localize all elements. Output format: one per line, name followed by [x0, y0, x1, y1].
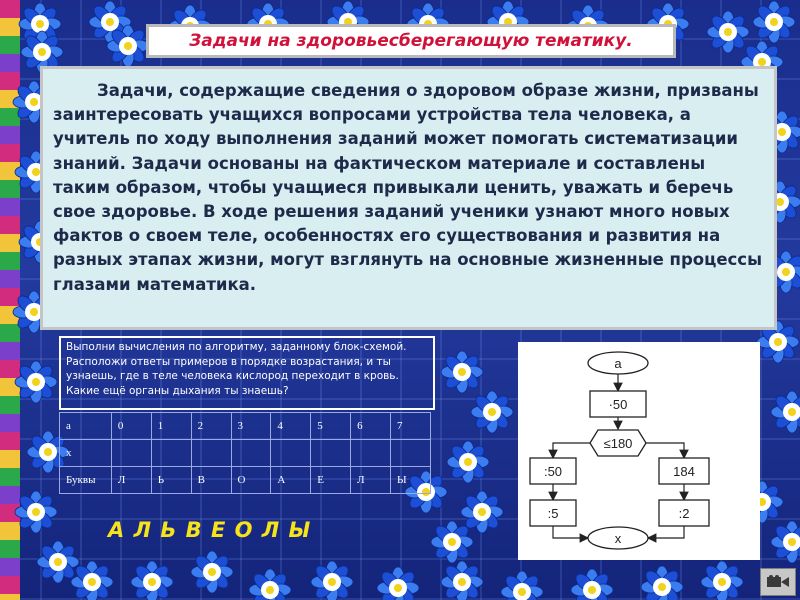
- table-cell: [391, 440, 431, 467]
- table-cell: [111, 440, 151, 467]
- flow-left-label-2: :5: [547, 506, 559, 521]
- flower-icon: [770, 390, 800, 434]
- flow-end-label: х: [614, 531, 622, 546]
- flower-icon: [570, 568, 614, 600]
- table-cell: 1: [151, 413, 191, 440]
- flow-multiply-label: ·50: [608, 397, 628, 412]
- flower-icon: [500, 570, 544, 600]
- flower-icon: [440, 350, 484, 394]
- table-cell: х: [60, 440, 112, 467]
- flower-icon: [640, 565, 684, 600]
- movie-camera-icon[interactable]: [760, 568, 796, 596]
- table-cell: Ы: [391, 467, 431, 494]
- flow-condition-label: ≤180: [603, 436, 633, 451]
- table-cell: 4: [271, 413, 311, 440]
- flower-icon: [752, 0, 796, 44]
- table-cell: Ь: [151, 467, 191, 494]
- task-text: Выполни вычисления по алгоритму, заданному блок-схемой. Расположи ответы примеров в порядке возрастания, и ты узнаешь, где в теле человека кислород переходит в кровь. Какие ещё органы дыхания ты знаешь?: [59, 336, 435, 410]
- table-cell: 0: [111, 413, 151, 440]
- table-cell: 2: [191, 413, 231, 440]
- table-cell: О: [231, 467, 271, 494]
- flower-icon: [430, 520, 474, 564]
- flow-right-label-2: :2: [678, 506, 690, 521]
- table-cell: А: [271, 467, 311, 494]
- table-cell: [271, 440, 311, 467]
- table-cell: [231, 440, 271, 467]
- table-cell: [351, 440, 391, 467]
- flower-icon: [190, 550, 234, 594]
- flower-icon: [310, 560, 354, 600]
- slide-title: Задачи на здоровьесберегающую тематику.: [189, 31, 633, 51]
- title-box: [146, 24, 676, 58]
- table-cell: 3: [231, 413, 271, 440]
- table-cell: а: [60, 413, 112, 440]
- table-cell: [191, 440, 231, 467]
- flow-start-label: а: [614, 356, 622, 371]
- flower-icon: [770, 520, 800, 564]
- flower-icon: [248, 568, 292, 600]
- table-cell: В: [191, 467, 231, 494]
- flowchart: [518, 342, 760, 560]
- table-cell: 6: [351, 413, 391, 440]
- table-cell: [311, 440, 351, 467]
- main-text-box: [40, 66, 777, 330]
- flow-right-label-1: 184: [673, 464, 695, 479]
- table-cell: 5: [311, 413, 351, 440]
- table-row: [60, 467, 431, 494]
- table-cell: Е: [311, 467, 351, 494]
- main-paragraph: Задачи, содержащие сведения о здоровом образе жизни, призваны заинтересовать учащихся вопросами устройства тела человека, а учитель по ходу выполнения заданий может помогать систематизации знаний. Задачи основаны на фактическом материале и составлены таким образом, чтобы учащиеся привыкали ценить, уважать и беречь свое здоровье. В ходе решения заданий ученики узнают много новых фактов о своем теле, особенностях его существования и развития на разных этапах жизни, могут взглянуть на основные жизненные процессы глазами математика.: [53, 81, 763, 294]
- table-row: [60, 440, 431, 467]
- table-cell: 7: [391, 413, 431, 440]
- table-cell: Л: [111, 467, 151, 494]
- flower-icon: [14, 490, 58, 534]
- flower-icon: [446, 440, 490, 484]
- flower-icon: [700, 560, 744, 600]
- flower-icon: [70, 560, 114, 600]
- flower-icon: [440, 560, 484, 600]
- flower-icon: [470, 390, 514, 434]
- answer-table: [59, 412, 431, 494]
- flower-icon: [106, 24, 150, 68]
- flow-left-label-1: :50: [543, 464, 563, 479]
- table-cell: [151, 440, 191, 467]
- answer-word: А Л Ь В Е О Л Ы: [108, 518, 312, 542]
- flower-icon: [130, 560, 174, 600]
- table-cell: Л: [351, 467, 391, 494]
- table-cell: Буквы: [60, 467, 112, 494]
- flower-icon: [14, 360, 58, 404]
- table-row: [60, 413, 431, 440]
- flower-icon: [376, 566, 420, 600]
